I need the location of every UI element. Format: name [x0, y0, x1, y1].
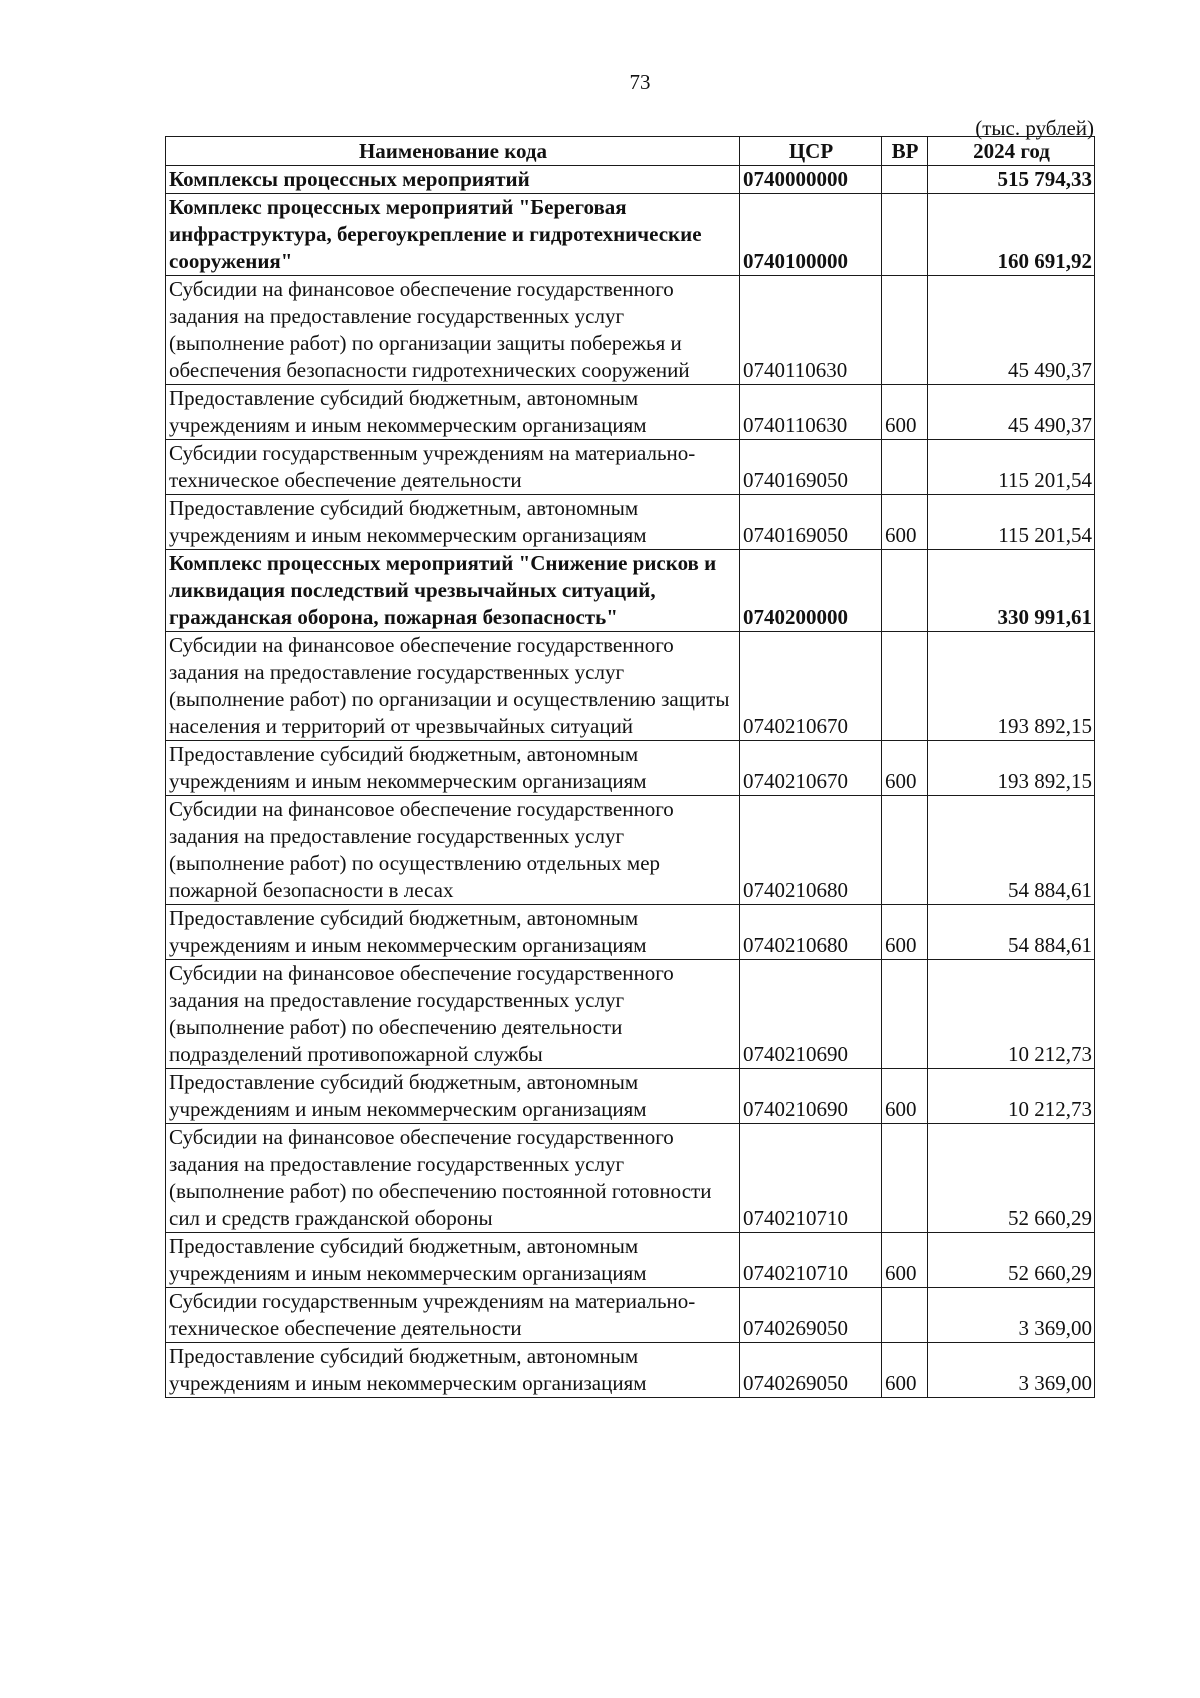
row-vr-code — [882, 960, 928, 1069]
row-name: Комплекс процессных мероприятий "Снижение рисков и ликвидация последствий чрезвычайных ситуаций, гражданская оборона, пожарная безопасность" — [166, 550, 740, 632]
row-vr-code: 600 — [882, 385, 928, 440]
budget-table — [165, 136, 1095, 1398]
row-csr-code: 0740169050 — [740, 495, 882, 550]
row-csr-code: 0740110630 — [740, 385, 882, 440]
table-row — [166, 632, 1095, 741]
row-vr-code — [882, 166, 928, 194]
row-csr-code: 0740210680 — [740, 905, 882, 960]
row-name: Субсидии на финансовое обеспечение государственного задания на предоставление государственных услуг (выполнение работ) по организации и осуществлению защиты населения и территорий от чрезвычайных ситуаций — [166, 632, 740, 741]
table-row — [166, 960, 1095, 1069]
row-name: Субсидии государственным учреждениям на материально-техническое обеспечение деятельности — [166, 1288, 740, 1343]
table-row — [166, 1069, 1095, 1124]
row-name: Субсидии на финансовое обеспечение государственного задания на предоставление государственных услуг (выполнение работ) по осуществлению отдельных мер пожарной безопасности в лесах — [166, 796, 740, 905]
row-amount: 515 794,33 — [928, 166, 1095, 194]
row-name: Предоставление субсидий бюджетным, автономным учреждениям и иным некоммерческим организациям — [166, 905, 740, 960]
table-row — [166, 905, 1095, 960]
table-row — [166, 1343, 1095, 1398]
row-name: Предоставление субсидий бюджетным, автономным учреждениям и иным некоммерческим организациям — [166, 1343, 740, 1398]
row-name: Предоставление субсидий бюджетным, автономным учреждениям и иным некоммерческим организациям — [166, 1069, 740, 1124]
row-amount: 193 892,15 — [928, 741, 1095, 796]
row-amount: 160 691,92 — [928, 194, 1095, 276]
row-name: Субсидии государственным учреждениям на материально-техническое обеспечение деятельности — [166, 440, 740, 495]
table-row — [166, 276, 1095, 385]
row-name: Предоставление субсидий бюджетным, автономным учреждениям и иным некоммерческим организациям — [166, 385, 740, 440]
row-amount: 3 369,00 — [928, 1288, 1095, 1343]
header-csr: ЦСР — [740, 137, 882, 166]
row-name: Субсидии на финансовое обеспечение государственного задания на предоставление государственных услуг (выполнение работ) по обеспечению деятельности подразделений противопожарной службы — [166, 960, 740, 1069]
table-row — [166, 1288, 1095, 1343]
row-csr-code: 0740200000 — [740, 550, 882, 632]
row-csr-code: 0740110630 — [740, 276, 882, 385]
row-csr-code: 0740210690 — [740, 960, 882, 1069]
row-name: Предоставление субсидий бюджетным, автономным учреждениям и иным некоммерческим организациям — [166, 741, 740, 796]
row-vr-code: 600 — [882, 1069, 928, 1124]
row-vr-code — [882, 1288, 928, 1343]
header-name: Наименование кода — [166, 137, 740, 166]
row-vr-code: 600 — [882, 1233, 928, 1288]
row-vr-code: 600 — [882, 495, 928, 550]
row-csr-code: 0740100000 — [740, 194, 882, 276]
table-row — [166, 194, 1095, 276]
row-csr-code: 0740269050 — [740, 1343, 882, 1398]
row-amount: 10 212,73 — [928, 960, 1095, 1069]
table-row — [166, 741, 1095, 796]
table-row — [166, 440, 1095, 495]
row-amount: 45 490,37 — [928, 385, 1095, 440]
table-row — [166, 1124, 1095, 1233]
row-amount: 10 212,73 — [928, 1069, 1095, 1124]
row-vr-code: 600 — [882, 741, 928, 796]
row-vr-code — [882, 194, 928, 276]
row-csr-code: 0740210670 — [740, 741, 882, 796]
row-vr-code — [882, 1124, 928, 1233]
row-amount: 45 490,37 — [928, 276, 1095, 385]
row-amount: 54 884,61 — [928, 796, 1095, 905]
row-amount: 52 660,29 — [928, 1233, 1095, 1288]
table-row — [166, 796, 1095, 905]
row-vr-code — [882, 440, 928, 495]
row-csr-code: 0740210710 — [740, 1233, 882, 1288]
row-vr-code — [882, 276, 928, 385]
row-vr-code: 600 — [882, 905, 928, 960]
row-amount: 54 884,61 — [928, 905, 1095, 960]
row-vr-code — [882, 632, 928, 741]
row-csr-code: 0740269050 — [740, 1288, 882, 1343]
row-csr-code: 0740169050 — [740, 440, 882, 495]
row-name: Комплекс процессных мероприятий "Береговая инфраструктура, берегоукрепление и гидротехнические сооружения" — [166, 194, 740, 276]
unit-note: (тыс. рублей) — [975, 116, 1094, 140]
row-csr-code: 0740000000 — [740, 166, 882, 194]
header-year: 2024 год — [928, 137, 1095, 166]
table-body — [166, 166, 1095, 1398]
table-row — [166, 495, 1095, 550]
row-name: Субсидии на финансовое обеспечение государственного задания на предоставление государственных услуг (выполнение работ) по обеспечению постоянной готовности сил и средств гражданской обороны — [166, 1124, 740, 1233]
header-vr: ВР — [882, 137, 928, 166]
row-csr-code: 0740210710 — [740, 1124, 882, 1233]
row-amount: 3 369,00 — [928, 1343, 1095, 1398]
row-name: Комплексы процессных мероприятий — [166, 166, 740, 194]
row-vr-code — [882, 550, 928, 632]
row-csr-code: 0740210670 — [740, 632, 882, 741]
table-row — [166, 1233, 1095, 1288]
row-amount: 115 201,54 — [928, 440, 1095, 495]
row-amount: 115 201,54 — [928, 495, 1095, 550]
row-vr-code: 600 — [882, 1343, 928, 1398]
table-row — [166, 385, 1095, 440]
row-name: Предоставление субсидий бюджетным, автономным учреждениям и иным некоммерческим организациям — [166, 495, 740, 550]
page-number: 73 — [629, 70, 651, 94]
row-amount: 193 892,15 — [928, 632, 1095, 741]
row-csr-code: 0740210680 — [740, 796, 882, 905]
table-header-row — [166, 137, 1095, 166]
row-vr-code — [882, 796, 928, 905]
table-row — [166, 550, 1095, 632]
row-csr-code: 0740210690 — [740, 1069, 882, 1124]
table-row — [166, 166, 1095, 194]
row-amount: 52 660,29 — [928, 1124, 1095, 1233]
row-name: Субсидии на финансовое обеспечение государственного задания на предоставление государственных услуг (выполнение работ) по организации защиты побережья и обеспечения безопасности гидротехнических сооружений — [166, 276, 740, 385]
row-name: Предоставление субсидий бюджетным, автономным учреждениям и иным некоммерческим организациям — [166, 1233, 740, 1288]
row-amount: 330 991,61 — [928, 550, 1095, 632]
